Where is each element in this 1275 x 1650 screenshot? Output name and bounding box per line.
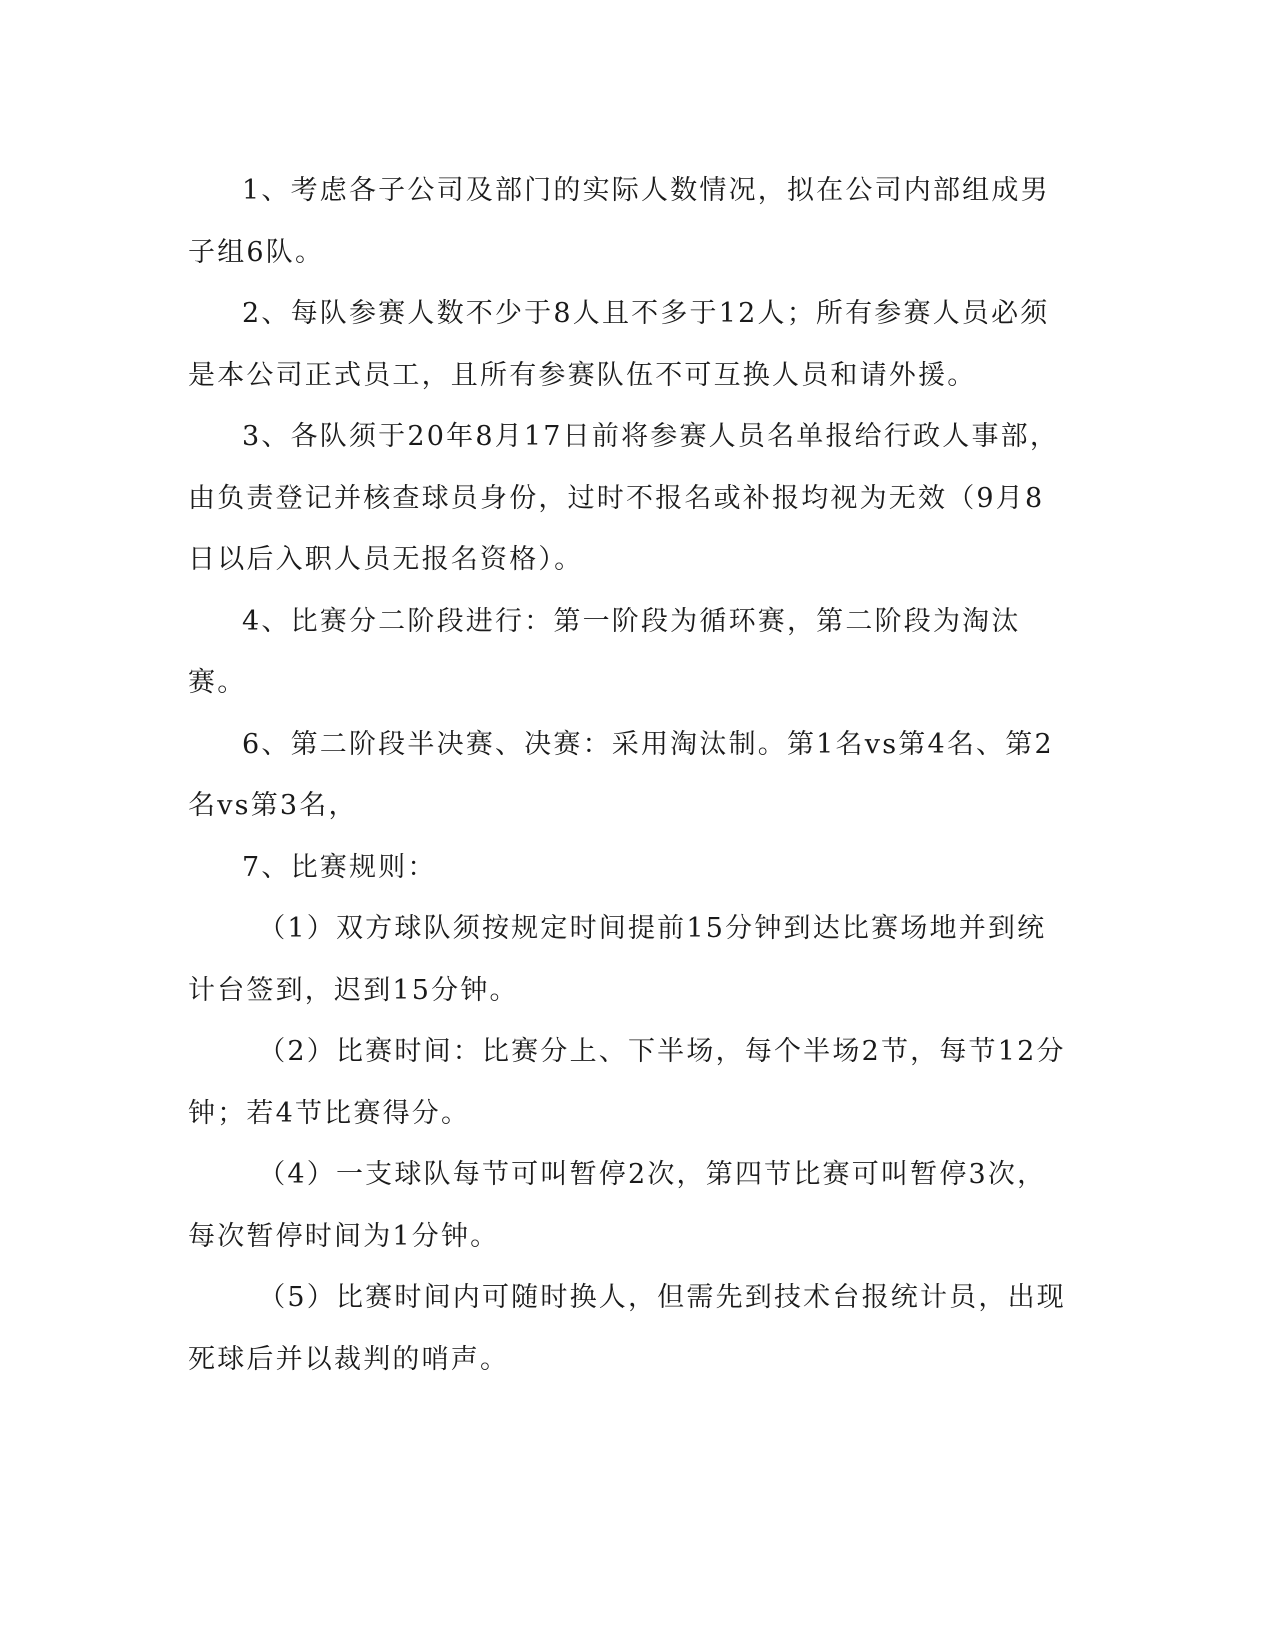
paragraph-6-line-2: 2名vs第3名， xyxy=(188,728,1054,821)
paragraph-7-line-1: 7、比赛规则： xyxy=(242,851,437,883)
rule-4-line-2: 每次暂停时间为1分钟。 xyxy=(188,1220,500,1252)
rule-4 xyxy=(188,1144,1068,1267)
paragraph-3 xyxy=(188,406,1068,591)
rule-2-line-1: （2）比赛时间：比赛分上、下半场，每个半场2节，每节12分 xyxy=(258,1036,1066,1067)
paragraph-3-line-1: 3、各队须于20年8月17日前将参赛人员名单报给行政人事部 xyxy=(242,421,1030,452)
paragraph-7-heading xyxy=(188,837,1068,899)
paragraph-2-line-1: 2、每队参赛人数不少于8人且不多于12人；所有参赛人员必须 xyxy=(242,298,1050,329)
paragraph-6-line-1: 6、第二阶段半决赛、决赛：采用淘汰制。第1名vs第4名、第 xyxy=(242,728,1035,760)
paragraph-2 xyxy=(188,283,1068,406)
paragraph-1 xyxy=(188,160,1068,283)
rule-5-line-1: （5）比赛时间内可随时换人，但需先到技术台报统计员，出现 xyxy=(258,1282,1066,1313)
rule-2-line-2: 钟；若4节比赛得分。 xyxy=(188,1097,471,1129)
rule-5 xyxy=(188,1267,1068,1390)
paragraph-3-line-3: 日以后入职人员无报名资格）。 xyxy=(188,544,584,575)
paragraph-1-line-2: 子组6队。 xyxy=(188,236,325,268)
paragraph-3-line-2: ，由负责登记并核查球员身份，过时不报名或补报均视为无效（9月8 xyxy=(188,421,1060,514)
rule-1-line-1: （1）双方球队须按规定时间提前15分钟到达比赛场地并到统计 xyxy=(188,913,1047,1006)
rule-5-line-2: 死球后并以裁判的哨声。 xyxy=(188,1343,510,1375)
rule-2 xyxy=(188,1021,1068,1144)
rule-1 xyxy=(188,898,1068,1021)
paragraph-4-line-2: 。 xyxy=(217,667,247,698)
paragraph-2-line-2: 是本公司正式员工，且所有参赛队伍不可互换人员和请外援。 xyxy=(188,359,977,391)
paragraph-6 xyxy=(188,714,1068,837)
rule-4-line-1: （4）一支球队每节可叫暂停2次，第四节比赛可叫暂停3次， xyxy=(258,1159,1047,1190)
paragraph-4 xyxy=(188,591,1068,714)
paragraph-4-line-1: 4、比赛分二阶段进行：第一阶段为循环赛，第二阶段为淘汰赛 xyxy=(188,605,1021,698)
rule-1-line-2: 台签到，迟到15分钟。 xyxy=(217,974,519,1006)
paragraph-1-line-1: 1、考虑各子公司及部门的实际人数情况，拟在公司内部组成男 xyxy=(242,175,1050,206)
document-body xyxy=(188,160,1068,1390)
